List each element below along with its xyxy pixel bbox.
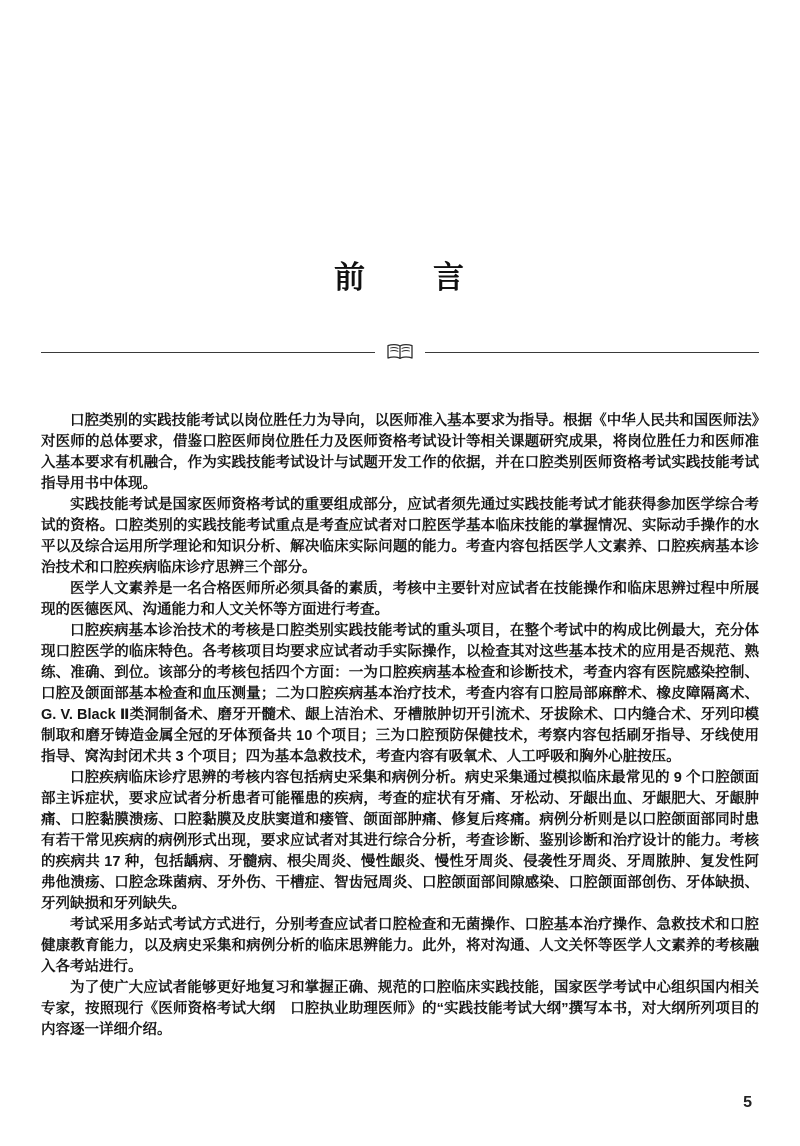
paragraph-3: 医学人文素养是一名合格医师所必须具备的素质，考核中主要针对应试者在技能操作和临床思辨过程中所展现的医德医风、沟通能力和人文关怀等方面进行考查。 [41,581,759,618]
paragraph-6: 考试采用多站式考试方式进行，分别考查应试者口腔检查和无菌操作、口腔基本治疗操作、急救技术和口腔健康教育能力，以及病史采集和病例分析的临床思辨能力。此外，将对沟通、人文关怀等医学人文素养的考核融入各考站进行。 [41,917,759,975]
page-title: 前 言 [334,260,466,295]
page-number: 5 [743,1094,752,1111]
section-divider [41,343,759,361]
preface-content [41,0,759,1041]
paragraph-4: 口腔疾病基本诊治技术的考核是口腔类别实践技能考试的重头项目，在整个考试中的构成比例最大，充分体现口腔医学的临床特色。各考核项目均要求应试者动手实际操作，以检查其对这些基本技术的应用是否规范、熟练、准确、到位。该部分的考核包括四个方面：一为口腔疾病基本检查和诊断技术，考查内容有医院感染控制、口腔及颌面部基本检查和血压测量；二为口腔疾病基本治疗技术，考查内容有口腔局部麻醉术、橡皮障隔离术、G. V. Black Ⅱ类洞制备术、磨牙开髓术、龈上洁治术、牙槽脓肿切开引流术、牙拔除术、口内缝合术、牙列印模制取和磨牙铸造金属全冠的牙体预备共 10 个项目；三为口腔预防保健技术，考察内容包括刷牙指导、牙线使用指导、窝沟封闭术共 3 个项目；四为基本急救技术，考查内容有吸氧术、人工呼吸和胸外心脏按压。 [41,623,759,765]
open-book-icon [375,343,425,361]
paragraph-1: 口腔类别的实践技能考试以岗位胜任力为导向，以医师准入基本要求为指导。根据《中华人民共和国医师法》对医师的总体要求，借鉴口腔医师岗位胜任力及医师资格考试设计等相关课题研究成果，将岗位胜任力和医师准入基本要求有机融合，作为实践技能考试设计与试题开发工作的依据，并在口腔类别医师资格考试实践技能考试指导用书中体现。 [41,413,759,492]
divider-line-right [425,352,759,353]
divider-line-left [41,352,375,353]
preface-body [41,411,759,1041]
paragraph-5: 口腔疾病临床诊疗思辨的考核内容包括病史采集和病例分析。病史采集通过模拟临床最常见的 9 个口腔颌面部主诉症状，要求应试者分析患者可能罹患的疾病，考查的症状有牙痛、牙松动、牙龈出血、牙龈肥大、牙龈肿痛、口腔黏膜溃疡、口腔黏膜及皮肤窦道和瘘管、颌面部肿痛、修复后疼痛。病例分析则是以口腔颌面部同时患有若干常见疾病的病例形式出现，要求应试者对其进行综合分析，考查诊断、鉴别诊断和治疗设计的能力。考核的疾病共 17 种，包括龋病、牙髓病、根尖周炎、慢性龈炎、慢性牙周炎、侵袭性牙周炎、牙周脓肿、复发性阿弗他溃疡、口腔念珠菌病、牙外伤、干槽症、智齿冠周炎、口腔颌面部间隙感染、口腔颌面部创伤、牙体缺损、牙列缺损和牙列缺失。 [41,770,759,912]
paragraph-2: 实践技能考试是国家医师资格考试的重要组成部分，应试者须先通过实践技能考试才能获得参加医学综合考试的资格。口腔类别的实践技能考试重点是考查应试者对口腔医学基本临床技能的掌握情况、实际动手操作的水平以及综合运用所学理论和知识分析、解决临床实际问题的能力。考查内容包括医学人文素养、口腔疾病基本诊治技术和口腔疾病临床诊疗思辨三个部分。 [41,497,759,576]
paragraph-7: 为了使广大应试者能够更好地复习和掌握正确、规范的口腔临床实践技能，国家医学考试中心组织国内相关专家，按照现行《医师资格考试大纲 口腔执业助理医师》的“实践技能考试大纲”撰写本书，对大纲所列项目的内容逐一详细介绍。 [41,980,759,1038]
